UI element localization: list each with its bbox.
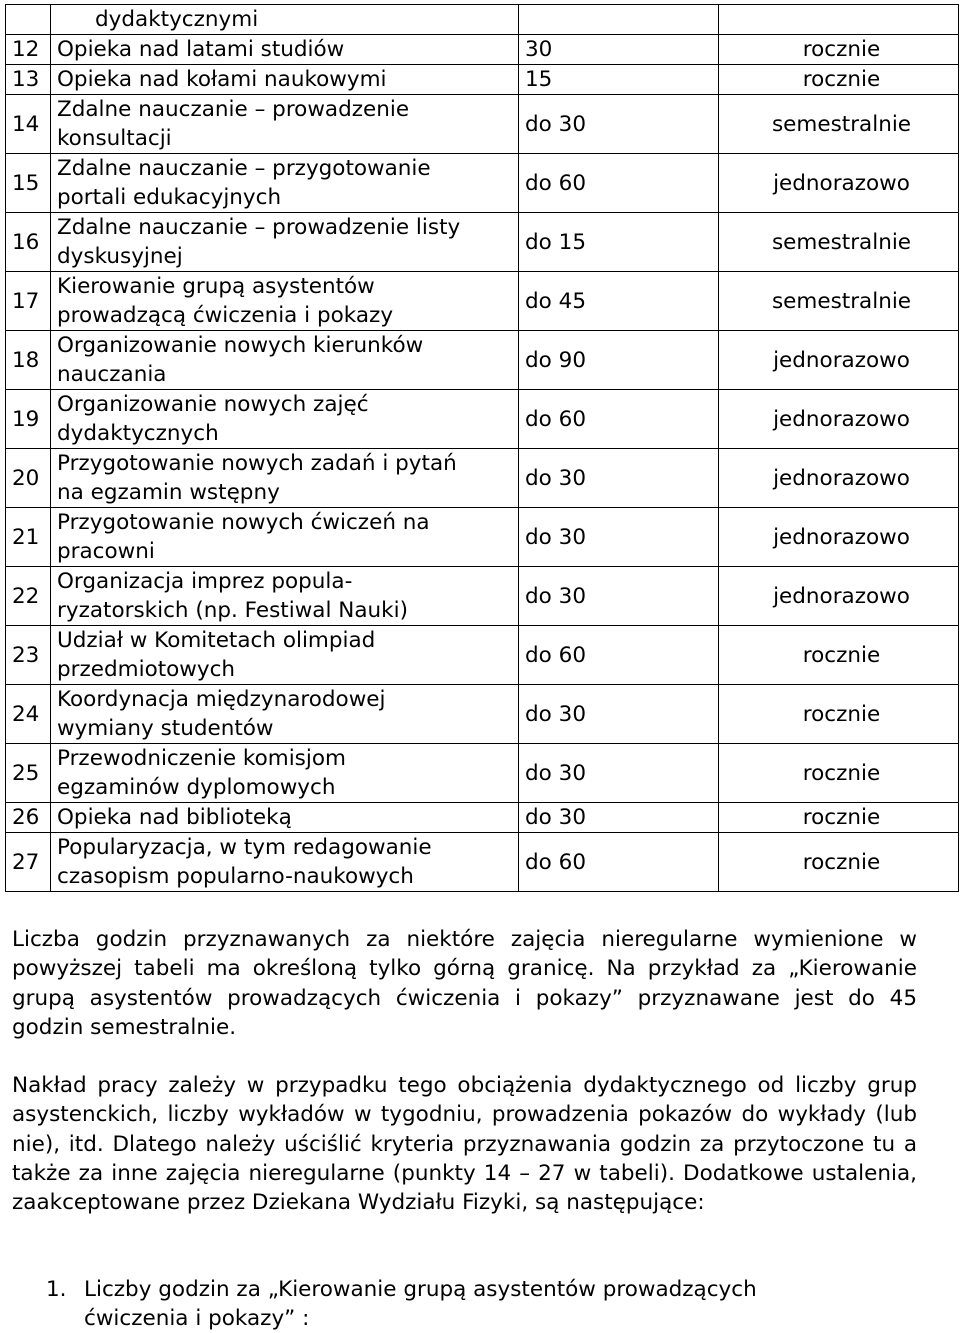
row-task [51, 65, 519, 95]
row-number: 24 [6, 685, 51, 744]
table-row [6, 390, 959, 449]
row-task [51, 833, 519, 892]
row-task-line: na egzamin wstępny [57, 480, 280, 505]
row-task-line: dydaktycznymi [95, 7, 259, 32]
list-item-text: Liczby godzin za „Kierowanie grupą asystentów prowadzących ćwiczenia i pokazy” : [84, 1277, 757, 1331]
row-number: 12 [6, 35, 51, 65]
row-number: 26 [6, 803, 51, 833]
table-row [6, 833, 959, 892]
row-task-line: dyskusyjnej [57, 244, 183, 269]
row-number: 22 [6, 567, 51, 626]
row-number [6, 5, 51, 35]
row-task-line: Przygotowanie nowych ćwiczeń na [57, 510, 430, 535]
row-task [51, 154, 519, 213]
row-task-line: Opieka nad kołami naukowymi [57, 67, 387, 92]
row-task [51, 567, 519, 626]
row-task-line: przedmiotowych [57, 657, 236, 682]
row-frequency [719, 5, 959, 35]
row-task [51, 5, 519, 35]
row-frequency: jednorazowo [719, 508, 959, 567]
row-task-line: prowadzącą ćwiczenia i pokazy [57, 303, 394, 328]
row-task-line: Kierowanie grupą asystentów [57, 274, 375, 299]
row-frequency: jednorazowo [719, 449, 959, 508]
table-row [6, 626, 959, 685]
row-hours: do 60 [519, 154, 719, 213]
row-number: 21 [6, 508, 51, 567]
row-task-line: Zdalne nauczanie – przygotowanie [57, 156, 431, 181]
row-hours: do 60 [519, 626, 719, 685]
row-hours: do 60 [519, 390, 719, 449]
row-task-line: Przewodniczenie komisjom [57, 746, 346, 771]
row-task-line: nauczania [57, 362, 167, 387]
row-hours: do 15 [519, 213, 719, 272]
row-task [51, 390, 519, 449]
row-frequency: rocznie [719, 65, 959, 95]
list-item-marker: 1. [46, 1277, 67, 1302]
row-task [51, 331, 519, 390]
row-task-line: Koordynacja międzynarodowej [57, 687, 386, 712]
row-frequency: rocznie [719, 35, 959, 65]
row-number: 19 [6, 390, 51, 449]
row-task-line: Udział w Komitetach olimpiad [57, 628, 376, 653]
table-row [6, 744, 959, 803]
row-hours: do 30 [519, 567, 719, 626]
row-hours: do 30 [519, 449, 719, 508]
row-task-line: Opieka nad latami studiów [57, 37, 345, 62]
row-number: 14 [6, 95, 51, 154]
row-frequency: semestralnie [719, 272, 959, 331]
row-task-line: konsultacji [57, 126, 172, 151]
row-frequency: jednorazowo [719, 567, 959, 626]
row-hours [519, 5, 719, 35]
row-hours: do 30 [519, 744, 719, 803]
table-row [6, 331, 959, 390]
row-task [51, 272, 519, 331]
row-number: 25 [6, 744, 51, 803]
paragraph-criteria: Nakład pracy zależy w przypadku tego obciążenia dydaktycznego od liczby grup asystenckich, liczby wykładów w tygodniu, prowadzenia pokazów do wykłady (lub nie), itd. Dlatego należy uściślić kryteria przyznawania godzin za przytoczone tu a także za inne zajęcia nieregularne (punkty 14 – 27 w tabeli). Dodatkowe ustalenia, zaakceptowane przez Dziekana Wydziału Fizyki, są następujące: [12, 1073, 917, 1216]
row-task-line: egzaminów dyplomowych [57, 775, 336, 800]
row-task [51, 95, 519, 154]
row-task-line: Organizowanie nowych kierunków [57, 333, 424, 358]
table-row [6, 154, 959, 213]
row-task-line: ryzatorskich (np. Festiwal Nauki) [57, 598, 408, 623]
row-task-line: wymiany studentów [57, 716, 274, 741]
row-task-line: Organizowanie nowych zajęć [57, 392, 369, 417]
row-frequency: rocznie [719, 833, 959, 892]
table-row [6, 272, 959, 331]
paragraph-upper-limit: Liczba godzin przyznawanych za niektóre zajęcia nieregularne wymienione w powyższej tabeli ma określoną tylko górną granicę. Na przykład za „Kierowanie grupą asystentów prowadzących ćwiczenia i pokazy” przyznawane jest do 45 godzin semestralnie. [12, 927, 917, 1040]
row-number: 20 [6, 449, 51, 508]
row-number: 27 [6, 833, 51, 892]
row-task [51, 213, 519, 272]
row-task-line: pracowni [57, 539, 155, 564]
row-number: 17 [6, 272, 51, 331]
row-task [51, 685, 519, 744]
row-task-line: dydaktycznych [57, 421, 219, 446]
table-row [6, 95, 959, 154]
row-task [51, 508, 519, 567]
table-row [6, 803, 959, 833]
row-task-line: Organizacja imprez popula- [57, 569, 353, 594]
row-hours: do 45 [519, 272, 719, 331]
row-hours: do 30 [519, 803, 719, 833]
row-hours: do 60 [519, 833, 719, 892]
row-task-line: Zdalne nauczanie – prowadzenie [57, 97, 410, 122]
row-task-line: Opieka nad biblioteką [57, 805, 292, 830]
row-frequency: semestralnie [719, 213, 959, 272]
row-task [51, 449, 519, 508]
row-frequency: rocznie [719, 803, 959, 833]
row-task [51, 35, 519, 65]
row-hours: do 30 [519, 95, 719, 154]
workload-table-body [6, 5, 959, 892]
row-hours: do 30 [519, 685, 719, 744]
row-task-line: Zdalne nauczanie – prowadzenie listy [57, 215, 461, 240]
row-number: 13 [6, 65, 51, 95]
row-frequency: semestralnie [719, 95, 959, 154]
row-frequency: jednorazowo [719, 154, 959, 213]
table-row [6, 65, 959, 95]
row-task-line: Przygotowanie nowych zadań i pytań [57, 451, 457, 476]
workload-table [5, 4, 959, 892]
list-item [46, 1275, 916, 1333]
table-row [6, 685, 959, 744]
table-row [6, 508, 959, 567]
table-row [6, 213, 959, 272]
row-number: 23 [6, 626, 51, 685]
row-frequency: rocznie [719, 626, 959, 685]
row-task-line: portali edukacyjnych [57, 185, 282, 210]
row-frequency: jednorazowo [719, 390, 959, 449]
row-frequency: rocznie [719, 744, 959, 803]
table-row [6, 449, 959, 508]
table-row [6, 5, 959, 35]
table-row [6, 567, 959, 626]
row-task [51, 803, 519, 833]
row-hours: 30 [519, 35, 719, 65]
row-hours: do 30 [519, 508, 719, 567]
numbered-list [46, 1275, 916, 1333]
row-task [51, 626, 519, 685]
row-number: 15 [6, 154, 51, 213]
row-hours: do 90 [519, 331, 719, 390]
row-task [51, 744, 519, 803]
row-hours: 15 [519, 65, 719, 95]
table-row [6, 35, 959, 65]
row-frequency: rocznie [719, 685, 959, 744]
row-frequency: jednorazowo [719, 331, 959, 390]
row-number: 16 [6, 213, 51, 272]
row-task-line: czasopism popularno-naukowych [57, 864, 414, 889]
row-number: 18 [6, 331, 51, 390]
row-task-line: Popularyzacja, w tym redagowanie [57, 835, 432, 860]
